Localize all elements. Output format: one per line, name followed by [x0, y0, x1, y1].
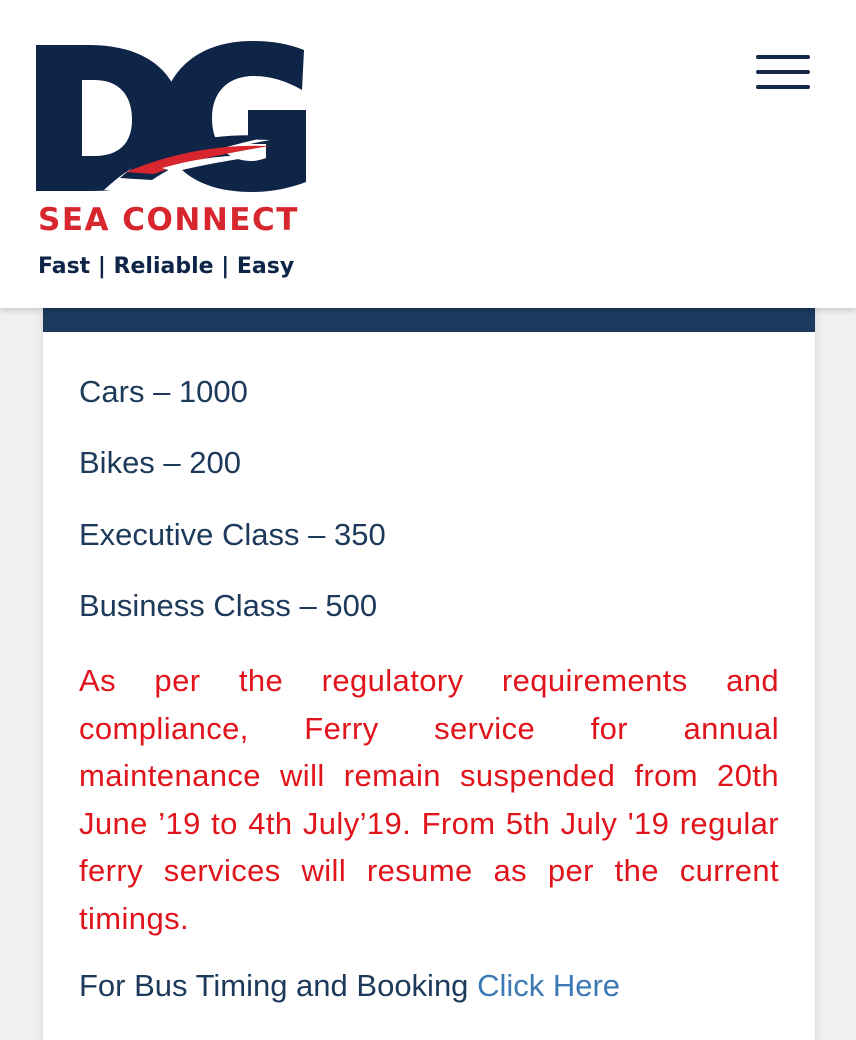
bus-booking-line	[79, 968, 620, 1004]
fare-executive-class: Executive Class – 350	[79, 517, 386, 552]
fare-card	[43, 308, 815, 1040]
brand-tagline: Fast | Reliable | Easy	[38, 254, 295, 279]
fare-bikes: Bikes – 200	[79, 445, 241, 480]
fare-business-class: Business Class – 500	[79, 588, 378, 623]
hamburger-menu-button[interactable]	[756, 55, 810, 91]
site-header	[0, 0, 856, 308]
hamburger-menu-icon-bar	[756, 70, 810, 74]
fare-cars: Cars – 1000	[79, 374, 248, 409]
card-header-bar	[43, 308, 815, 332]
dg-logo-mark	[34, 40, 309, 195]
brand-logo[interactable]	[34, 40, 314, 290]
bus-booking-link[interactable]: Click Here	[477, 968, 621, 1003]
brand-name: SEA CONNECT	[38, 202, 299, 238]
bus-booking-text: For Bus Timing and Booking	[79, 968, 469, 1003]
maintenance-notice: As per the regulatory requirements and compliance, Ferry service for annual maintenance will remain suspended from 20th June ’19 to 4th July’19. From 5th July '19 regular ferry services will resume as per the current timings.	[79, 663, 779, 936]
hamburger-menu-icon-bar	[756, 85, 810, 89]
hamburger-menu-icon	[756, 55, 810, 59]
